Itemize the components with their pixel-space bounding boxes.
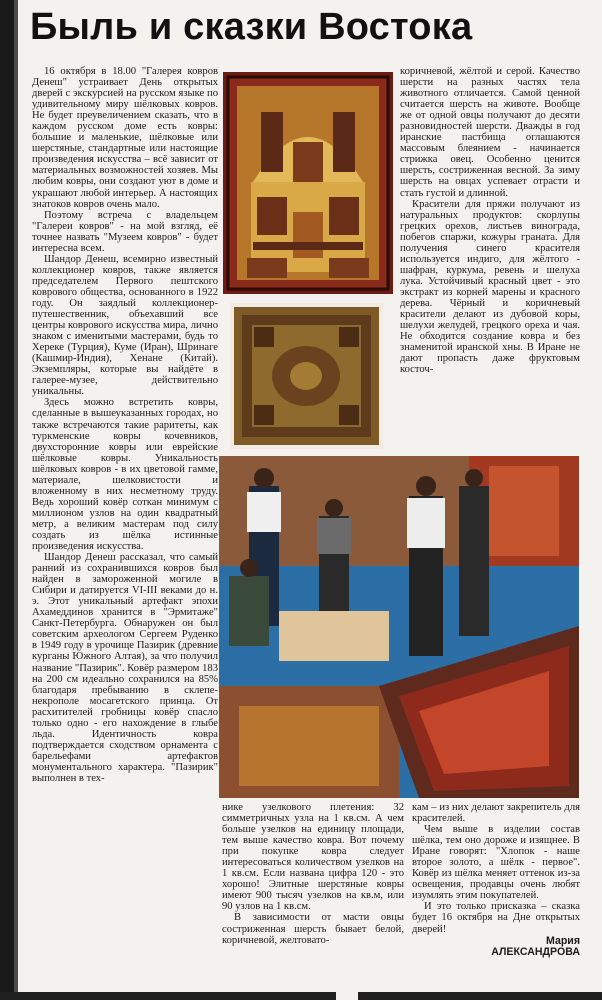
article-column-3-bottom [412, 802, 580, 958]
paragraph: Шандор Денеш, всемирно известный коллекционер ковров, также является председателем Первого пештского коврового общества, основанного в 1922 году. Он заядлый коллекционер-путешественник, объехавший все центры коврового искусства мира, лично знаком с именитыми мастерами, будь то Хереке (Турция), Куме (Иран), Шринаге (Кашмир-Индия), Хенане (Китай). Экземпляры, которые вы найдёте в галерее-музее, действительно уникальны. [32, 253, 218, 398]
paragraph: кам – из них делают закрепитель для красителей. [412, 802, 580, 825]
photo-pictorial-carpet [223, 72, 393, 294]
paragraph: Красители для пряжи получают из натуральных продуктов: скорлупы грецких орехов, листьев винограда, побегов спаржи, кожуры граната. Для получения синего красителя используется индиго, для жёлтого - шафран, куркума, ревень и шелуха лука. Устойчивый красный цвет - это экстракт из корней марены и красного дерева. Чёрный и коричневый красители делают из дубовой коры, шелухи желудей, грецкого ореха и чая. Не обходится создание ковра и без знаменитой иранской хны. В Иране не дают пропасть даже фруктовым косточ- [400, 198, 580, 376]
author-first-name: Мария [545, 934, 580, 947]
article-column-3 [400, 66, 580, 375]
photo-carpet-exhibition [219, 456, 579, 798]
paragraph: Шандор Денеш рассказал, что самый ранний из сохранившихся ковров был найден в замороженной могиле в Сибири и датируется VI-III веками до н. э. Этот уникальный артефакт эпохи Ахамеддинов хранится в "Эрмитаже" Санкт-Петербурга. Обнаружен он был советским археологом Сергеем Руденко в 1949 году в урочище Пазирик (древние курганы Южного Алтая), за что получил название "Пазирик". Ковёр размером 183 на 200 см идеально сохранился на 85% благодаря пребыванию в склепе-некрополе мосагетского принца. От расхитителей гробницы ковёр спасло только одно - его нахождение в глыбе льда. Идентичность ковра подтверждается сходством орнамента с барельефами артефактов монументального характера. "Пазирик" выполнен в тех- [32, 552, 218, 784]
photo-worn-carpet [230, 303, 383, 449]
paragraph: Поэтому встреча с владельцем "Галереи ковров" - на мой взгляд, её точнее назвать "Музеем ковров" - будет интересна всем. [32, 209, 218, 254]
author-last-name: АЛЕКСАНДРОВА [491, 945, 580, 958]
paragraph: Здесь можно встретить ковры, сделанные в вышеуказанных городах, но также встречаются такие раритеты, как туркменские ковры кочевников, двухсторонние ковры или еврейские шёлковые ковры. Уникальность шёлковых ковров - в их цветовой гамме, материале, шелковистости и вложенному в них несметному труду. Ведь хороший ковёр соткан минимум с миллионом узлов на один квадратный метр, а великим мастерам под силу создать из шёлка истинные произведения искусства. [32, 397, 218, 553]
left-edge-strip [0, 0, 14, 1000]
paragraph: коричневой, жёлтой и серой. Качество шерсти на разных частях тела животного отличается. Самой ценной считается шерсть на животе. Вообще же от одной овцы получают до десяти разновидностей шерсти. Дважды в год иранские пастбища оглашаются массовым блеянием - начинается стрижка овец. Особенно ценится шерсть, состриженная весной. За зиму шерсть на овцах успевает отрасти и стать густой и длинной. [400, 66, 580, 199]
paragraph: В зависимости от масти овцы состриженная шерсть бывает белой, коричневой, желтовато- [222, 912, 404, 946]
bottom-rule [0, 992, 602, 1000]
paragraph: нике узелкового плетения: 32 симметричных узла на 1 кв.см. А чем больше узелков на единицу площади, тем выше качество ковра. Вот почему при покупке ковра следует интересоваться количеством узелков на 1 кв.см. Если названа цифра 120 - это хорошо! Элитные шерстяные ковры имеют 900 тысяч узелков на кв.м, или 90 узлов на 1 кв.см. [222, 802, 404, 913]
paragraph: 16 октября в 18.00 "Галерея ковров Денеш" устраивает День открытых дверей с экскурсией на русском языке по удивительному миру шёлковых ковров. Не будет преувеличением сказать, что в каждом русском доме есть ковры: большие и маленькие, шёлковые или шерстяные, стандартные или настоящие произведения искусства – всё зависит от материальных возможностей хозяев. Мы любим ковры, они создают уют в доме и украшают любой интерьер. А настоящих знатоков ковров очень мало. [32, 66, 218, 210]
headline: Быль и сказки Востока [30, 6, 473, 48]
article-column-2-bottom [222, 802, 404, 946]
author-byline [412, 936, 580, 958]
paragraph: Чем выше в изделии состав шёлка, тем оно дороже и изящнее. В Иране говорят: "Хлопок - наше второе золото, а шёлк - первое". Ковёр из шёлка меняет оттенок из-за освещения, продавцы очень любят изумлять этим покупателей. [412, 824, 580, 902]
paragraph: И это только присказка – сказка будет 16 октября на Дне открытых дверей! [412, 901, 580, 935]
article-column-1 [32, 66, 218, 784]
